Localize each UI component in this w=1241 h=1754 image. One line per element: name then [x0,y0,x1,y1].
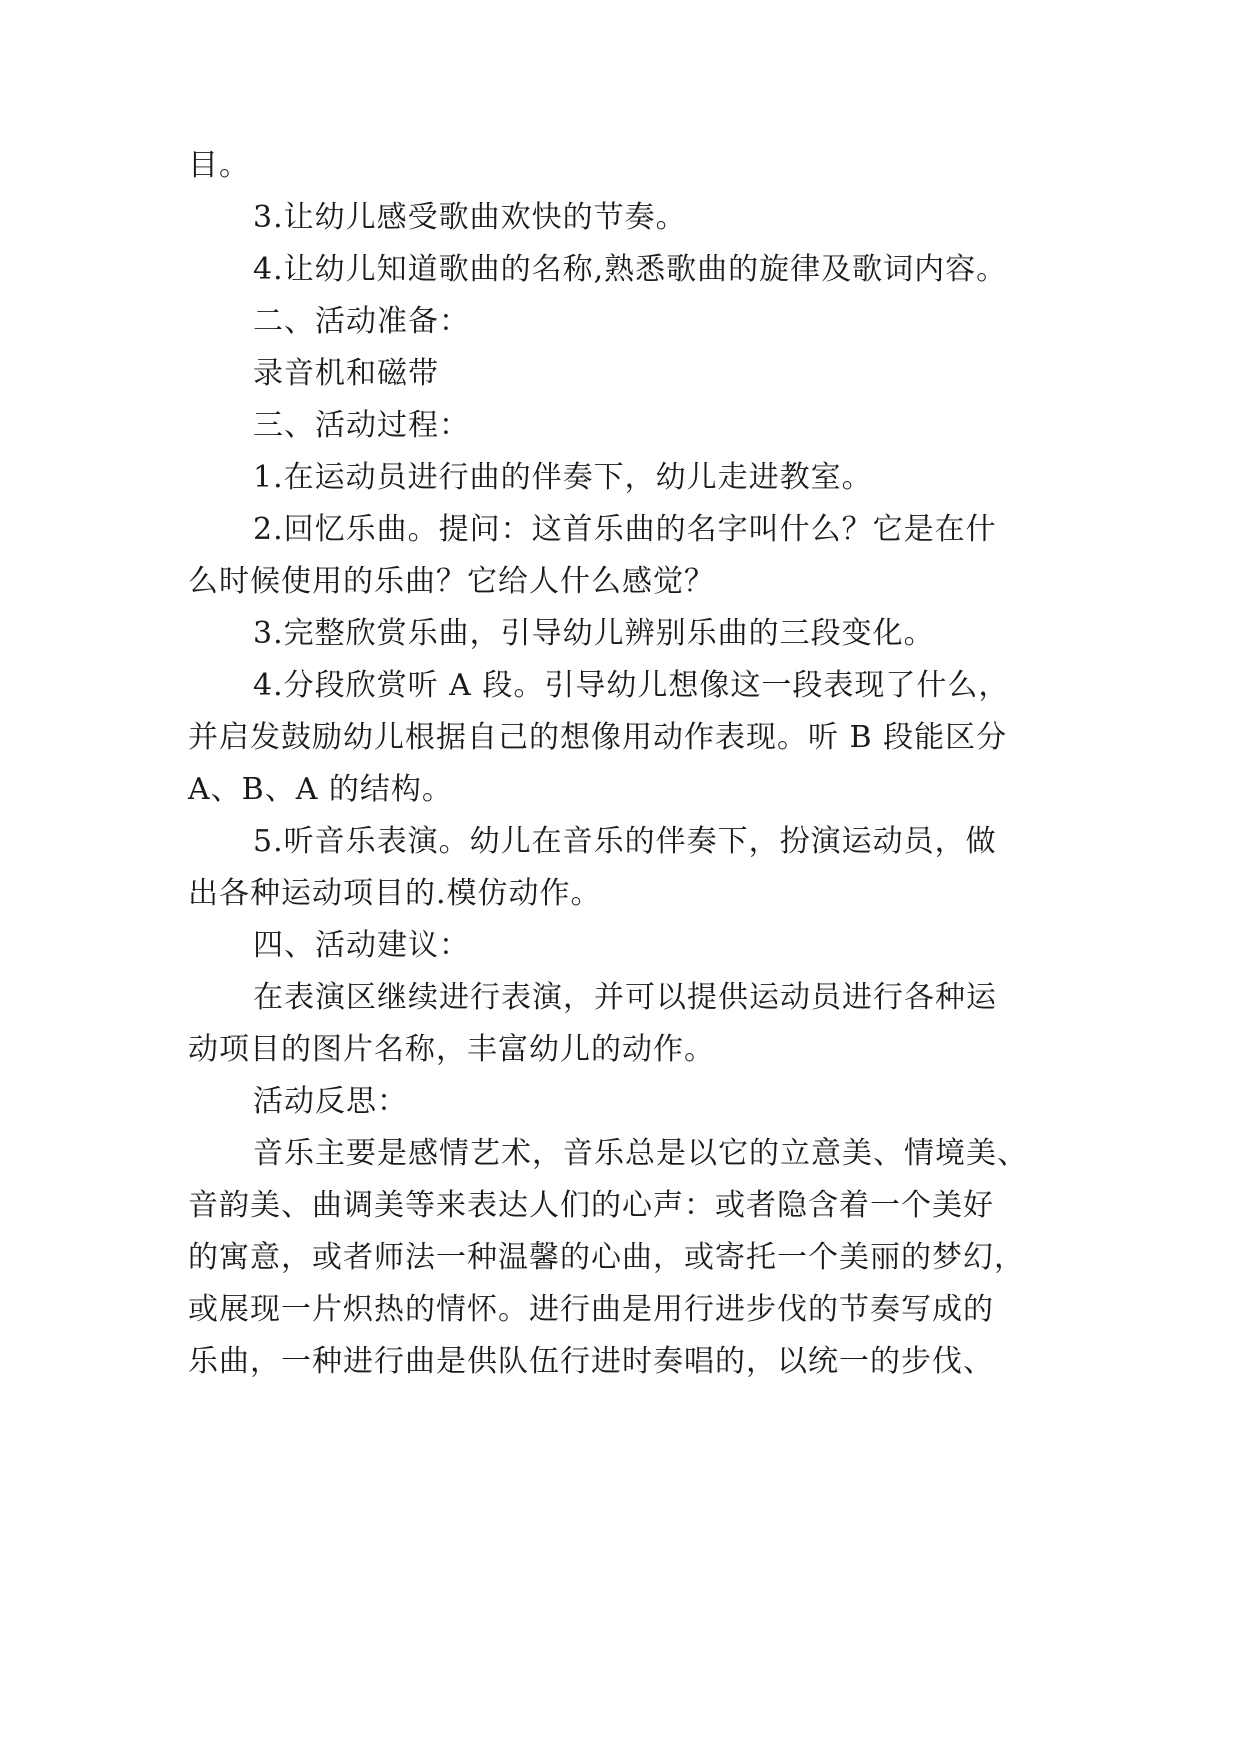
text-line: 么时候使用的乐曲？它给人什么感觉？ [188,564,715,599]
section-heading: 四、活动建议： [253,928,470,963]
text-line: 5.听音乐表演。幼儿在音乐的伴奏下，扮演运动员，做 [253,824,997,859]
text-line: 并启发鼓励幼儿根据自己的想像用动作表现。听 B 段能区分 [188,720,1008,755]
text-line: 音乐主要是感情艺术，音乐总是以它的立意美、情境美、 [253,1136,1028,1171]
text-line: A、B、A 的结构。 [188,772,453,807]
section-heading: 二、活动准备： [253,304,470,339]
text-line: 4.分段欣赏听 A 段。引导幼儿想像这一段表现了什么， [253,668,1010,703]
text-line: 2.回忆乐曲。提问：这首乐曲的名字叫什么？它是在什 [253,512,997,547]
text-line: 乐曲，一种进行曲是供队伍行进时奏唱的，以统一的步伐、 [188,1344,994,1379]
text-line: 目。 [188,148,250,183]
section-heading: 三、活动过程： [253,408,470,443]
text-line: 4.让幼儿知道歌曲的名称,熟悉歌曲的旋律及歌词内容。 [253,252,1008,287]
section-heading: 活动反思： [253,1084,408,1119]
text-line: 出各种运动项目的.模仿动作。 [188,876,602,911]
text-line: 1.在运动员进行曲的伴奏下，幼儿走进教室。 [253,460,873,495]
text-line: 的寓意，或者师法一种温馨的心曲，或寄托一个美丽的梦幻， [188,1240,1025,1275]
text-line: 音韵美、曲调美等来表达人们的心声：或者隐含着一个美好 [188,1188,994,1223]
text-line: 3.完整欣赏乐曲，引导幼儿辨别乐曲的三段变化。 [253,616,935,651]
text-line: 录音机和磁带 [253,356,439,391]
text-line: 动项目的图片名称，丰富幼儿的动作。 [188,1032,715,1067]
text-line: 3.让幼儿感受歌曲欢快的节奏。 [253,200,687,235]
text-line: 在表演区继续进行表演，并可以提供运动员进行各种运 [253,980,997,1015]
text-line: 或展现一片炽热的情怀。进行曲是用行进步伐的节奏写成的 [188,1292,994,1327]
